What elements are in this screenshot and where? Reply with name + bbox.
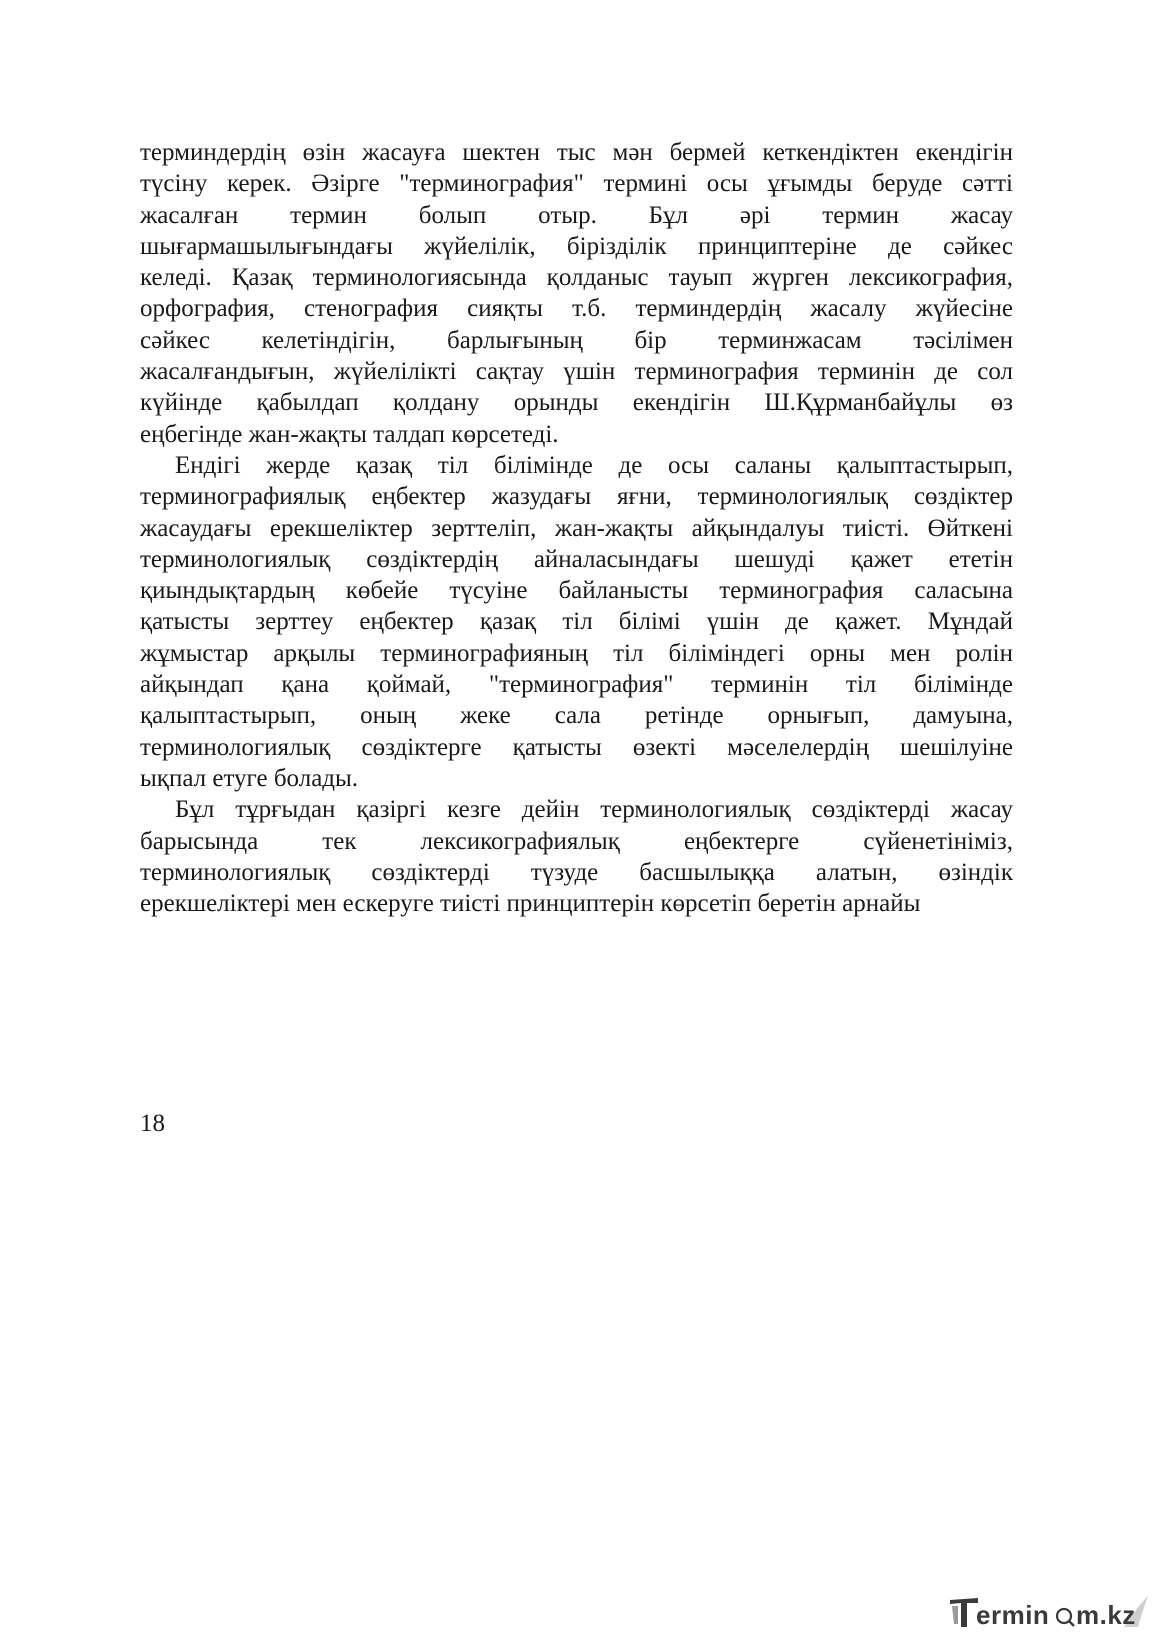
site-watermark <box>948 1594 1150 1630</box>
text-line: терминологиялық сөздіктерге қатысты өзекті мәселелердің шешілуіне <box>140 733 1013 761</box>
text-line: сәйкес келетіндігін, барлығының бір терминжасам тәсілімен <box>140 326 1013 354</box>
paragraph-2 <box>140 450 1013 794</box>
text-line: ерекшеліктері мен ескеруге тиісті принциптерін көрсетіп беретін арнайы <box>140 890 921 918</box>
text-line: қиындықтардың көбейе түсуіне байланысты терминография саласына <box>140 577 1013 605</box>
site-logo-icon <box>948 1594 1150 1630</box>
text-line: қатысты зерттеу еңбектер қазақ тіл білімі үшін де қажет. Мұндай <box>140 608 1013 636</box>
text-line: терминографиялық еңбектер жазудағы яғни, терминологиялық сөздіктер <box>140 483 1013 511</box>
paragraph-1 <box>140 137 1013 450</box>
text-line: қалыптастырып, оның жеке сала ретінде орнығып, дамуына, <box>140 702 1013 730</box>
text-line: терминологиялық сөздіктерді түзуде басшылыққа алатын, өзіндік <box>140 858 1013 886</box>
text-line: Бұл тұрғыдан қазіргі кезге дейін терминологиялық сөздіктерді жасау <box>175 796 1013 824</box>
text-line: жұмыстар арқылы терминографияның тіл біліміндегі орны мен ролін <box>140 639 1013 667</box>
text-line: шығармашылығындағы жүйелілік, бірізділік принциптеріне де сәйкес <box>140 232 1013 260</box>
svg-text:ermin: ermin <box>976 1600 1050 1630</box>
text-line: келеді. Қазақ терминологиясында қолданыс тауып жүрген лексикография, <box>140 264 1013 292</box>
text-line: жасалғандығын, жүйелілікті сақтау үшін терминография терминін де сол <box>140 358 1013 386</box>
text-line: Ендігі жерде қазақ тіл білімінде де осы саланы қалыптастырып, <box>175 451 1013 479</box>
text-line: ықпал етуге болады. <box>140 764 359 792</box>
text-line: терминдердің өзін жасауға шектен тыс мән бермей кеткендіктен екендігін <box>140 139 1013 166</box>
page-number: 18 <box>140 1110 165 1137</box>
body-text <box>140 137 1013 919</box>
text-line: орфография, стенография сияқты т.б. терминдердің жасалу жүйесіне <box>140 295 1013 323</box>
text-line: еңбегінде жан-жақты талдап көрсетеді. <box>140 420 559 448</box>
svg-text:m.kz: m.kz <box>1076 1600 1136 1630</box>
text-line: барысында тек лексикографиялық еңбектерге сүйенетініміз, <box>140 827 1013 855</box>
text-line: айқындап қана қоймай, "терминография" терминін тіл білімінде <box>140 671 1013 699</box>
text-line: түсіну керек. Әзірге "терминография" термині осы ұғымды беруде сәтті <box>140 170 1013 198</box>
text-line: жасалған термин болып отыр. Бұл әрі термин жасау <box>140 201 1013 229</box>
text-line: күйінде қабылдап қолдану орынды екендігін Ш.Құрманбайұлы өз <box>140 389 1013 417</box>
paragraph-3 <box>140 794 1013 919</box>
text-line: терминологиялық сөздіктердің айналасындағы шешуді қажет ететін <box>140 545 1013 573</box>
text-line: жасаудағы ерекшеліктер зерттеліп, жан-жақты айқындалуы тиісті. Өйткені <box>140 514 1013 542</box>
